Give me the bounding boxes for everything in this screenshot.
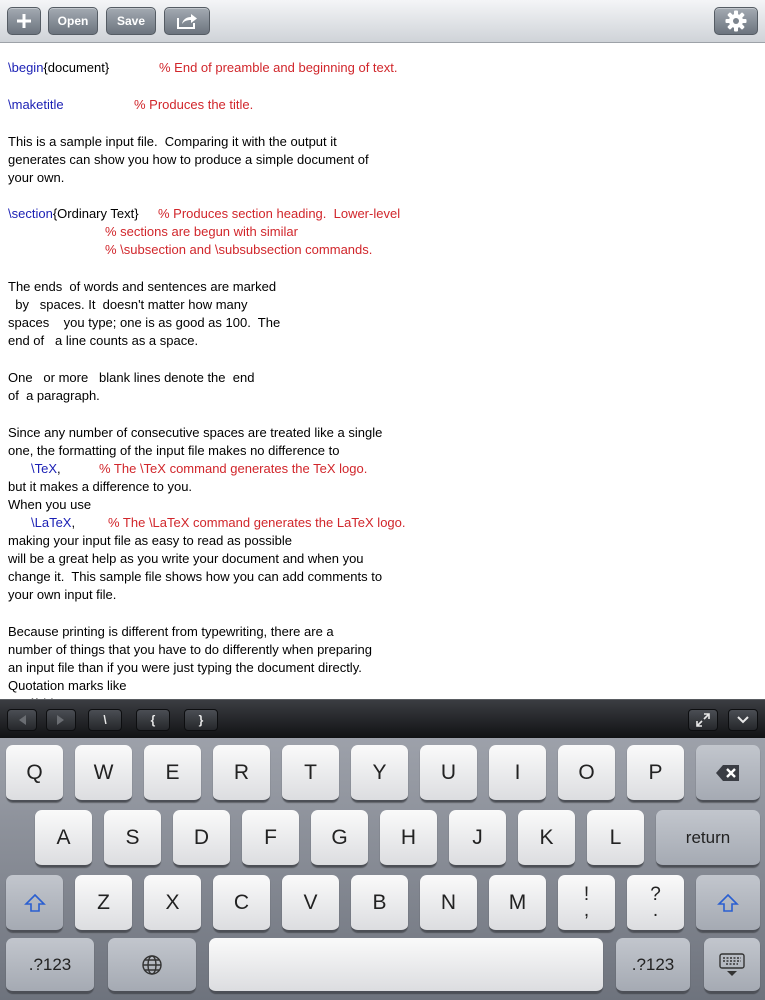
key-y[interactable]: Y <box>351 745 408 802</box>
shift-icon <box>717 893 739 913</box>
editor-line: number of things that you have to do differently when preparing <box>8 642 372 657</box>
expand-icon <box>696 713 710 727</box>
editor-comment: % Produces section heading. Lower-level <box>158 206 401 221</box>
key-bottom-char: , <box>583 899 590 921</box>
key-top-char: ? <box>650 883 661 905</box>
key-n[interactable]: N <box>420 875 477 932</box>
editor-comment: % \subsection and \subsubsection commands. <box>105 242 373 257</box>
editor-line: Since any number of consecutive spaces are treated like a single <box>8 425 383 440</box>
space-bar[interactable] <box>209 938 603 993</box>
editor-line: but it makes a difference to you. <box>8 479 193 494</box>
editor-line: your own. <box>8 170 65 185</box>
editor-line: generates can show you how to produce a simple document of <box>8 152 369 167</box>
close-brace-button[interactable]: } <box>184 709 218 731</box>
editor-line: will be a great help as you write your document and when you <box>8 551 364 566</box>
key-u[interactable]: U <box>420 745 477 802</box>
key-m[interactable]: M <box>489 875 546 932</box>
share-button[interactable] <box>164 7 210 35</box>
key-top-char: ! <box>583 883 590 905</box>
key-r[interactable]: R <box>213 745 270 802</box>
key-h[interactable]: H <box>380 810 437 867</box>
editor-comment: % Produces the title. <box>134 97 254 112</box>
backspace-icon <box>715 764 741 782</box>
editor-line: \TeX, <box>31 461 61 476</box>
editor-line: one, the formatting of the input file makes no difference to <box>8 443 340 458</box>
editor-line: The ends of words and sentences are marked <box>8 279 277 294</box>
key-q[interactable]: Q <box>6 745 63 802</box>
delete-key[interactable] <box>696 745 760 802</box>
backslash-button[interactable]: \ <box>88 709 122 731</box>
key-t[interactable]: T <box>282 745 339 802</box>
editor-line: This is a sample input file. Comparing it with the output it <box>8 134 337 149</box>
editor-line: When you use <box>8 497 92 512</box>
editor-line: end of a line counts as a space. <box>8 333 199 348</box>
editor-line: your own input file. <box>8 587 117 602</box>
gear-icon <box>725 10 747 32</box>
globe-key[interactable] <box>108 938 196 993</box>
editor-line: an input file than if you were just typing the document directly. <box>8 660 362 675</box>
key-v[interactable]: V <box>282 875 339 932</box>
plus-icon <box>16 13 32 29</box>
save-button[interactable]: Save <box>106 7 156 35</box>
editor-line: Because printing is different from typewriting, there are a <box>8 624 334 639</box>
key-bottom-char: . <box>652 899 659 921</box>
editor-line: One or more blank lines denote the end <box>8 370 255 385</box>
editor-line: \LaTeX, <box>31 515 76 530</box>
editor-line: by spaces. It doesn't matter how many <box>8 297 248 312</box>
key-p[interactable]: P <box>627 745 684 802</box>
right-arrow-icon <box>56 714 66 726</box>
editor-line: \section{Ordinary Text} <box>8 206 139 221</box>
return-key[interactable]: return <box>656 810 760 867</box>
numbers-key-left[interactable]: .?123 <box>6 938 94 993</box>
keyboard-accessory-bar <box>0 699 765 738</box>
forward-button[interactable] <box>46 709 76 731</box>
latex-editor[interactable] <box>0 44 765 699</box>
key-x[interactable]: X <box>144 875 201 932</box>
shift-icon <box>24 893 46 913</box>
key-i[interactable]: I <box>489 745 546 802</box>
shift-key-right[interactable] <box>696 875 760 932</box>
key-z[interactable]: Z <box>75 875 132 932</box>
key-e[interactable]: E <box>144 745 201 802</box>
key-g[interactable]: G <box>311 810 368 867</box>
key-c[interactable]: C <box>213 875 270 932</box>
key-w[interactable]: W <box>75 745 132 802</box>
key-j[interactable]: J <box>449 810 506 867</box>
onscreen-keyboard <box>0 738 765 1000</box>
editor-line: spaces you type; one is as good as 100. The <box>8 315 281 330</box>
key-exclaim-comma[interactable] <box>558 875 615 932</box>
editor-line: \begin{document} <box>8 60 110 75</box>
key-k[interactable]: K <box>518 810 575 867</box>
open-brace-button[interactable]: { <box>136 709 170 731</box>
key-o[interactable]: O <box>558 745 615 802</box>
add-button[interactable] <box>7 7 41 35</box>
top-toolbar <box>0 0 765 43</box>
key-l[interactable]: L <box>587 810 644 867</box>
editor-comment: % End of preamble and beginning of text. <box>159 60 398 75</box>
numbers-key-right[interactable]: .?123 <box>616 938 690 993</box>
editor-line: Quotation marks like <box>8 678 127 693</box>
editor-line: of a paragraph. <box>8 388 100 403</box>
open-button[interactable]: Open <box>48 7 98 35</box>
back-button[interactable] <box>7 709 37 731</box>
globe-icon <box>141 954 163 976</box>
shift-key-left[interactable] <box>6 875 63 932</box>
expand-button[interactable] <box>688 709 718 731</box>
hide-bar-button[interactable] <box>728 709 758 731</box>
editor-line: \maketitle <box>8 97 64 112</box>
key-a[interactable]: A <box>35 810 92 867</box>
keyboard-hide-icon <box>718 953 746 977</box>
editor-line: change it. This sample file shows how you can add comments to <box>8 569 383 584</box>
key-s[interactable]: S <box>104 810 161 867</box>
editor-comment: % The \LaTeX command generates the LaTeX logo. <box>108 515 406 530</box>
key-question-period[interactable] <box>627 875 684 932</box>
hide-keyboard-key[interactable] <box>704 938 760 993</box>
chevron-down-icon <box>737 716 749 724</box>
share-icon <box>176 12 198 30</box>
editor-line: making your input file as easy to read as possible <box>8 533 292 548</box>
editor-comment: % The \TeX command generates the TeX logo. <box>99 461 368 476</box>
editor-comment: % sections are begun with similar <box>105 224 298 239</box>
left-arrow-icon <box>17 714 27 726</box>
key-d[interactable]: D <box>173 810 230 867</box>
key-f[interactable]: F <box>242 810 299 867</box>
key-b[interactable]: B <box>351 875 408 932</box>
settings-button[interactable] <box>714 7 758 35</box>
